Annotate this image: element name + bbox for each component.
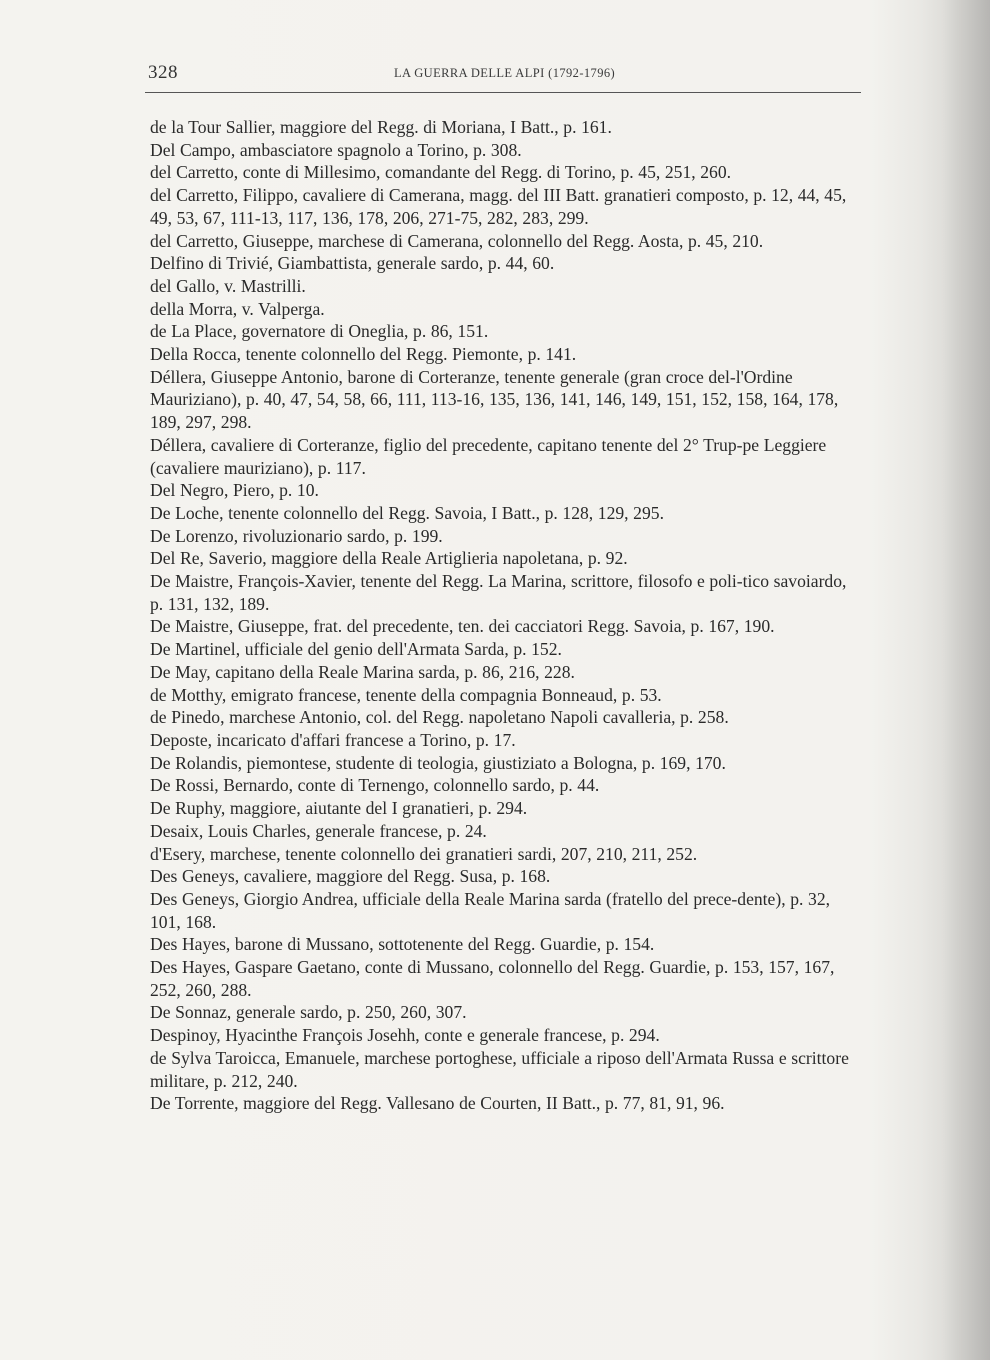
index-entry: De Maistre, Giuseppe, frat. del precedente, ten. dei cacciatori Regg. Savoia, p. 167, 190. xyxy=(150,616,775,637)
binding-shadow xyxy=(942,0,990,1360)
index-entry: De Sonnaz, generale sardo, p. 250, 260, 307. xyxy=(150,1002,467,1023)
index-entries xyxy=(150,116,862,1115)
index-entry: Deposte, incaricato d'affari francese a Torino, p. 17. xyxy=(150,729,516,750)
running-title: LA GUERRA DELLE ALPI (1792-1796) xyxy=(393,66,616,80)
index-entry: del Carretto, conte di Millesimo, comandante del Regg. di Torino, p. 45, 251, 260. xyxy=(150,162,732,183)
index-entry: Déllera, cavaliere di Corteranze, figlio del precedente, capitano tenente del 2° Trup-pe Leggiere (cavaliere mauriziano), p. 117. xyxy=(150,434,827,478)
index-entry: Del Campo, ambasciatore spagnolo a Torino, p. 308. xyxy=(150,139,522,160)
index-entry: Déllera, Giuseppe Antonio, barone di Corteranze, tenente generale (gran croce del-l'Ordine Mauriziano), p. 40, 47, 54, 58, 66, 111, 113-16, 135, 136, 141, 146, 149, 151, 152, 158, 164, 178, 189, 297, 298. xyxy=(150,366,839,433)
index-entry: Despinoy, Hyacinthe François Josehh, conte e generale francese, p. 294. xyxy=(150,1025,660,1046)
index-entry: Desaix, Louis Charles, generale francese, p. 24. xyxy=(150,820,487,841)
index-entry: De May, capitano della Reale Marina sarda, p. 86, 216, 228. xyxy=(150,661,575,682)
index-entry: de Pinedo, marchese Antonio, col. del Regg. napoletano Napoli cavalleria, p. 258. xyxy=(150,707,729,728)
index-entry: de La Place, governatore di Oneglia, p. 86, 151. xyxy=(150,321,489,342)
index-entry: De Maistre, François-Xavier, tenente del Regg. La Marina, scrittore, filosofo e poli-tico savoiardo, p. 131, 132, 189. xyxy=(150,571,847,614)
header-rule xyxy=(145,92,861,93)
index-entry: de Sylva Taroicca, Emanuele, marchese portoghese, ufficiale a riposo dell'Armata Russa e scrittore militare, p. 212, 240. xyxy=(150,1047,849,1091)
index-entry: De Lorenzo, rivoluzionario sardo, p. 199. xyxy=(150,525,443,546)
index-entry: De Torrente, maggiore del Regg. Vallesano de Courten, II Batt., p. 77, 81, 91, 96. xyxy=(150,1093,725,1114)
index-entry: Del Negro, Piero, p. 10. xyxy=(150,480,319,501)
index-entry: del Carretto, Giuseppe, marchese di Camerana, colonnello del Regg. Aosta, p. 45, 210. xyxy=(150,230,764,251)
index-entry: d'Esery, marchese, tenente colonnello dei granatieri sardi, 207, 210, 211, 252. xyxy=(150,843,698,864)
index-entry: della Morra, v. Valperga. xyxy=(150,298,325,319)
index-entry: del Gallo, v. Mastrilli. xyxy=(150,275,306,296)
index-entry: De Ruphy, maggiore, aiutante del I granatieri, p. 294. xyxy=(150,798,528,819)
index-entry: Des Geneys, cavaliere, maggiore del Regg. Susa, p. 168. xyxy=(150,866,551,887)
index-entry: Delfino di Trivié, Giambattista, generale sardo, p. 44, 60. xyxy=(150,253,555,274)
index-entry: De Rolandis, piemontese, studente di teologia, giustiziato a Bologna, p. 169, 170. xyxy=(150,752,726,773)
index-entry: Des Hayes, barone di Mussano, sottotenente del Regg. Guardie, p. 154. xyxy=(150,934,655,955)
index-entry: Della Rocca, tenente colonnello del Regg. Piemonte, p. 141. xyxy=(150,344,577,365)
index-entry: Del Re, Saverio, maggiore della Reale Artiglieria napoletana, p. 92. xyxy=(150,548,628,569)
index-entry: De Martinel, ufficiale del genio dell'Armata Sarda, p. 152. xyxy=(150,639,562,660)
page-header xyxy=(148,62,861,90)
index-entry: del Carretto, Filippo, cavaliere di Camerana, magg. del III Batt. granatieri composto, p. 12, 44, 45, 49, 53, 67, 111-13, 117, 136, 178, 206, 271-75, 282, 283, 299. xyxy=(150,185,847,228)
index-entry: de la Tour Sallier, maggiore del Regg. di Moriana, I Batt., p. 161. xyxy=(150,117,612,137)
index-entry: De Loche, tenente colonnello del Regg. Savoia, I Batt., p. 128, 129, 295. xyxy=(150,502,664,523)
index-entry: Des Hayes, Gaspare Gaetano, conte di Mussano, colonnello del Regg. Guardie, p. 153, 157, 167, 252, 260, 288. xyxy=(150,957,835,1000)
index-entry: De Rossi, Bernardo, conte di Ternengo, colonnello sardo, p. 44. xyxy=(150,775,600,796)
index-entry: Des Geneys, Giorgio Andrea, ufficiale della Reale Marina sarda (fratello del prece-dente), p. 32, 101, 168. xyxy=(150,888,831,932)
page-number: 328 xyxy=(148,62,178,83)
index-entry: de Motthy, emigrato francese, tenente della compagnia Bonneaud, p. 53. xyxy=(150,684,662,705)
